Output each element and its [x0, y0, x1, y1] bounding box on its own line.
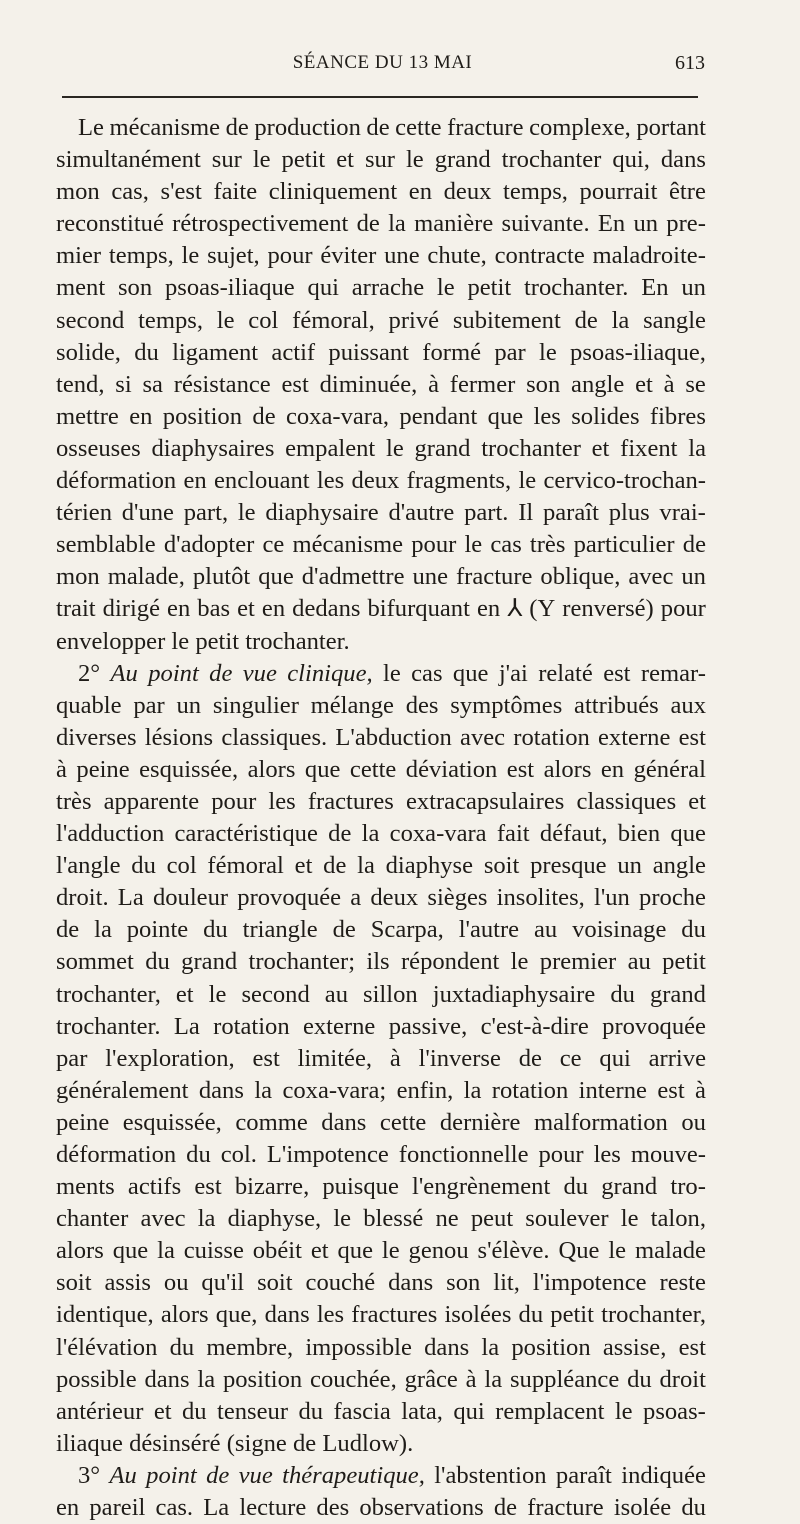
- text-line: déformation du col. L'impotence fonctionnelle pour les mouve-: [56, 1141, 706, 1168]
- text-line: alors que la cuisse obéit et que le genou s'élève. Que le malade: [56, 1237, 706, 1265]
- text-line: sommet du grand trochanter; ils répondent le premier au petit: [56, 948, 706, 976]
- text-line: 3° Au point de vue thérapeutique, l'abstention paraît indiquée: [78, 1461, 706, 1489]
- text-line: envelopper le petit trochanter.: [56, 627, 350, 655]
- text-line: généralement dans la coxa-vara; enfin, la rotation interne est à: [56, 1076, 706, 1104]
- text-line: térien d'une part, le diaphysaire d'autre part. Il paraît plus vrai-: [56, 499, 706, 527]
- text-line: à peine esquissée, alors que cette déviation est alors en général: [56, 755, 706, 783]
- text-line: diverses lésions classiques. L'abduction avec rotation externe est: [56, 723, 706, 751]
- text-line: mon malade, plutôt que d'admettre une fracture oblique, avec un: [56, 563, 706, 591]
- text-line: reconstitué rétrospectivement de la manière suivante. En un pre-: [56, 210, 706, 238]
- text-line: de la pointe du triangle de Scarpa, l'autre au voisinage du: [56, 916, 706, 944]
- text-line: ments actifs est bizarre, puisque l'engrènement du grand tro-: [56, 1173, 706, 1201]
- text-line: antérieur et du tenseur du fascia lata, qui remplacent le psoas-: [56, 1397, 706, 1425]
- text-line: quable par un singulier mélange des symptômes attribués aux: [56, 691, 706, 719]
- text-line: mettre en position de coxa-vara, pendant que les solides fibres: [56, 402, 706, 430]
- text-line: l'élévation du membre, impossible dans la position assise, est: [56, 1333, 706, 1361]
- text-line: possible dans la position couchée, grâce à la suppléance du droit: [56, 1365, 706, 1393]
- text-line: très apparente pour les fractures extracapsulaires classiques et: [56, 787, 706, 815]
- text-line: osseuses diaphysaires empalent le grand trochanter et fixent la: [56, 434, 706, 462]
- text-line: simultanément sur le petit et sur le grand trochanter qui, dans: [56, 146, 706, 174]
- text-line: en pareil cas. La lecture des observations de fracture isolée du: [56, 1494, 706, 1522]
- text-line: iliaque désinséré (signe de Ludlow).: [56, 1429, 414, 1457]
- text-line: soit assis ou qu'il soit couché dans son lit, l'impotence reste: [56, 1269, 706, 1297]
- text-line: identique, alors que, dans les fractures isolées du petit trochanter,: [56, 1301, 706, 1329]
- text-line: semblable d'adopter ce mécanisme pour le cas très particulier de: [56, 531, 706, 559]
- text-line: second temps, le col fémoral, privé subitement de la sangle: [56, 306, 706, 334]
- header-rule: [62, 96, 698, 98]
- body-text: [56, 112, 706, 1524]
- text-line: mon cas, s'est faite cliniquement en deux temps, pourrait être: [56, 178, 706, 206]
- text-line: peine esquissée, comme dans cette dernière malformation ou: [56, 1108, 706, 1136]
- text-line: trochanter, et le second au sillon juxtadiaphysaire du grand: [56, 980, 706, 1008]
- running-title: SÉANCE DU 13 MAI: [292, 52, 473, 73]
- text-line: Le mécanisme de production de cette fracture complexe, portant: [78, 114, 706, 141]
- text-line: ment son psoas-iliaque qui arrache le petit trochanter. En un: [56, 274, 706, 302]
- text-line: tend, si sa résistance est diminuée, à fermer son angle et à se: [56, 370, 706, 398]
- text-line: 2° Au point de vue clinique, le cas que j'ai relaté est remar-: [78, 659, 706, 687]
- text-line: déformation en enclouant les deux fragments, le cervico-trochan-: [56, 467, 706, 495]
- page-header: [60, 52, 705, 82]
- text-line: solide, du ligament actif puissant formé par le psoas-iliaque,: [56, 338, 706, 366]
- text-line: l'adduction caractéristique de la coxa-vara fait défaut, bien que: [56, 820, 706, 848]
- text-line: trait dirigé en bas et en dedans bifurquant en ⅄ (Y renversé) pour: [56, 595, 706, 623]
- text-line: mier temps, le sujet, pour éviter une chute, contracte maladroite-: [56, 242, 706, 270]
- text-line: trochanter. La rotation externe passive, c'est-à-dire provoquée: [56, 1012, 706, 1040]
- text-line: l'angle du col fémoral et de la diaphyse soit presque un angle: [56, 852, 706, 880]
- page-number: 613: [675, 52, 705, 74]
- text-line: par l'exploration, est limitée, à l'inverse de ce qui arrive: [56, 1044, 706, 1072]
- text-line: chanter avec la diaphyse, le blessé ne peut soulever le talon,: [56, 1205, 706, 1233]
- text-line: droit. La douleur provoquée a deux sièges insolites, l'un proche: [56, 884, 706, 912]
